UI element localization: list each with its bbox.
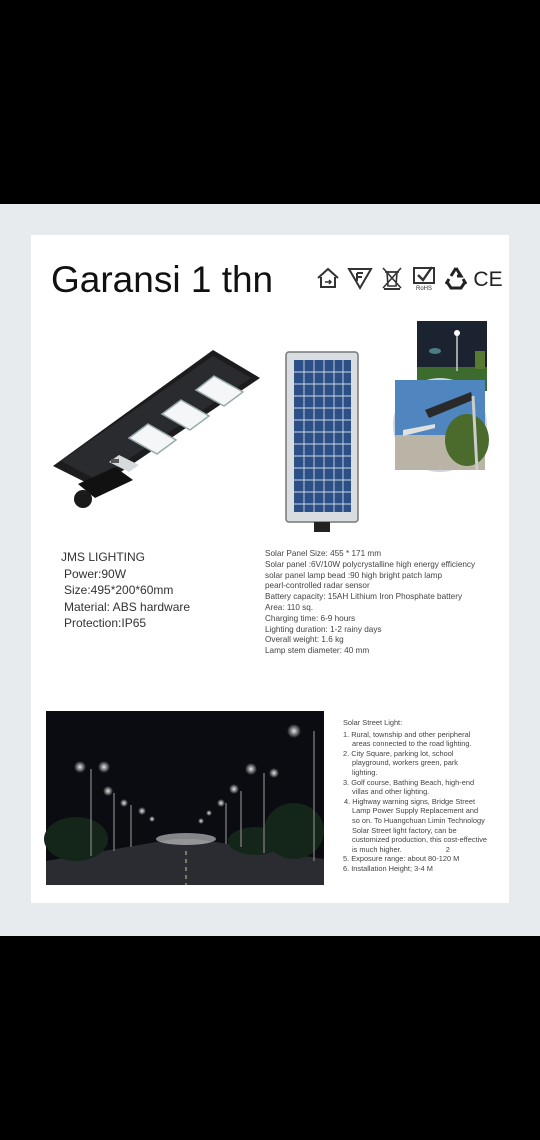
application-line: lighting.: [352, 767, 378, 777]
solar-panel-image: [286, 352, 361, 532]
brand-name: JMS LIGHTING: [61, 550, 146, 564]
application-line: 2. City Square, parking lot, school: [343, 748, 454, 758]
application-line: so on. To Huangchuan Limin Technology: [352, 815, 485, 825]
application-line: villas and other lighting.: [352, 787, 430, 797]
protection-spec: Protection:IP65: [64, 616, 147, 630]
spec-line: Lighting duration: 1-2 rainy days: [265, 624, 382, 634]
warranty-label: [31, 235, 316, 327]
certification-icons: [315, 263, 501, 293]
main-specs: [59, 549, 190, 632]
application-line-text: is much higher.: [352, 844, 402, 854]
warranty-text: Garansi 1 thn: [51, 259, 274, 300]
product-sheet: [31, 235, 509, 903]
recycle-icon: [443, 265, 469, 291]
application-line: 4. Highway warning signs, Bridge Street: [344, 796, 476, 806]
application-line: 6. Installation Height; 3-4 M: [343, 863, 433, 873]
stray-mark: 2: [445, 844, 450, 854]
spec-line: Overall weight: 1.6 kg: [265, 635, 344, 645]
application-line: Solar Street light factory, can be: [352, 825, 457, 835]
spec-line: Solar panel :6V/10W polycrystalline high energy efficiency: [265, 559, 476, 569]
spec-line: Solar Panel Size: 455 * 171 mm: [265, 549, 382, 558]
spec-line: solar panel lamp bead :90 high bright patch lamp: [265, 570, 443, 580]
spec-line: Battery capacity: 15AH Lithium Iron Phosphate battery: [265, 592, 463, 602]
size-spec: Size:495*200*60mm: [64, 583, 174, 597]
application-line: areas connected to the road lighting.: [352, 739, 472, 749]
application-line: customized production, this cost-effective: [352, 835, 488, 845]
application-line: 1. Rural, township and other peripheral: [343, 729, 471, 739]
weee-bin-icon: [379, 265, 405, 291]
application-line: 3. Golf course, Bathing Beach, high-end: [343, 777, 475, 787]
application-list: [343, 718, 507, 874]
spec-line: pearl-controlled radar sensor: [265, 581, 370, 591]
daytime-installation-photo: [393, 378, 487, 472]
spec-line: Charging time: 6-9 hours: [265, 613, 356, 623]
street-lamp-image: [53, 348, 263, 518]
material-spec: Material: ABS hardware: [64, 599, 191, 614]
house-icon: [315, 265, 341, 291]
application-line: [343, 845, 507, 855]
rohs-label: RoHS: [415, 286, 433, 292]
application-line: Lamp Power Supply Replacement and: [352, 806, 479, 816]
spec-line: Lamp stem diameter: 40 mm: [265, 646, 370, 656]
detailed-specs: [265, 549, 505, 657]
ce-mark-icon: [475, 265, 501, 291]
power-spec: Power:90W: [64, 566, 127, 581]
road-lighting-photo: [46, 711, 324, 885]
checkbox-icon: [411, 265, 437, 291]
application-line: playground, workers green, park: [352, 758, 458, 768]
f-mark-icon: [347, 265, 373, 291]
image-viewer: [0, 204, 540, 936]
application-line: 5. Exposure range: about 80-120 M: [343, 854, 460, 864]
ce-label: CE: [473, 268, 503, 291]
spec-line: Area: 110 sq.: [265, 602, 314, 612]
application-title: Solar Street Light:: [343, 718, 403, 727]
